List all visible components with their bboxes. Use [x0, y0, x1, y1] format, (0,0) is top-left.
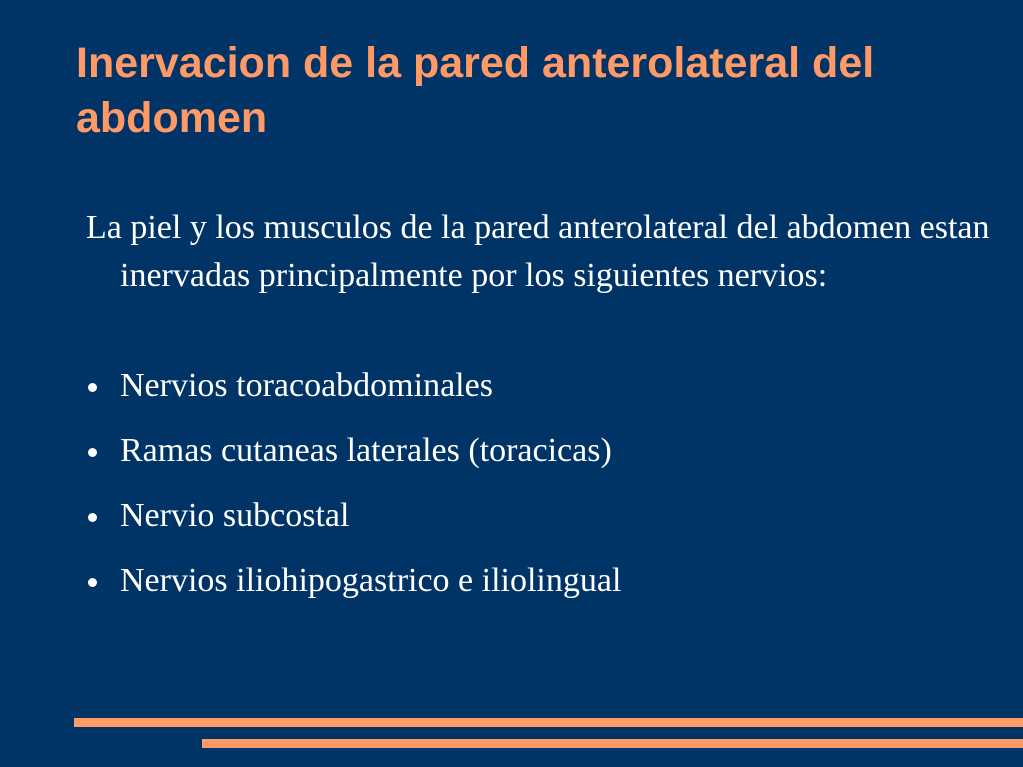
- list-item: [86, 492, 966, 540]
- intro-paragraph: La piel y los musculos de la pared anterolateral del abdomen estan inervadas principalmente por los siguientes nervios:: [86, 209, 990, 294]
- list-item: [86, 362, 966, 410]
- list-item-text: Nervios toracoabdominales: [120, 367, 493, 404]
- decorative-rule-bottom: [202, 739, 1023, 748]
- bullet-list: [86, 362, 966, 622]
- bullet-icon: [88, 383, 97, 392]
- list-item: [86, 557, 966, 605]
- list-item-text: Nervio subcostal: [120, 497, 350, 534]
- decorative-rule-top: [74, 718, 1023, 727]
- bullet-icon: [88, 448, 97, 457]
- bullet-icon: [88, 513, 97, 522]
- list-item-text: Nervios iliohipogastrico e iliolingual: [120, 562, 622, 599]
- list-item: [86, 427, 966, 475]
- list-item-text: Ramas cutaneas laterales (toracicas): [120, 432, 612, 469]
- slide-title: Inervacion de la pared anterolateral del abdomen: [76, 39, 875, 142]
- bullet-icon: [88, 578, 97, 587]
